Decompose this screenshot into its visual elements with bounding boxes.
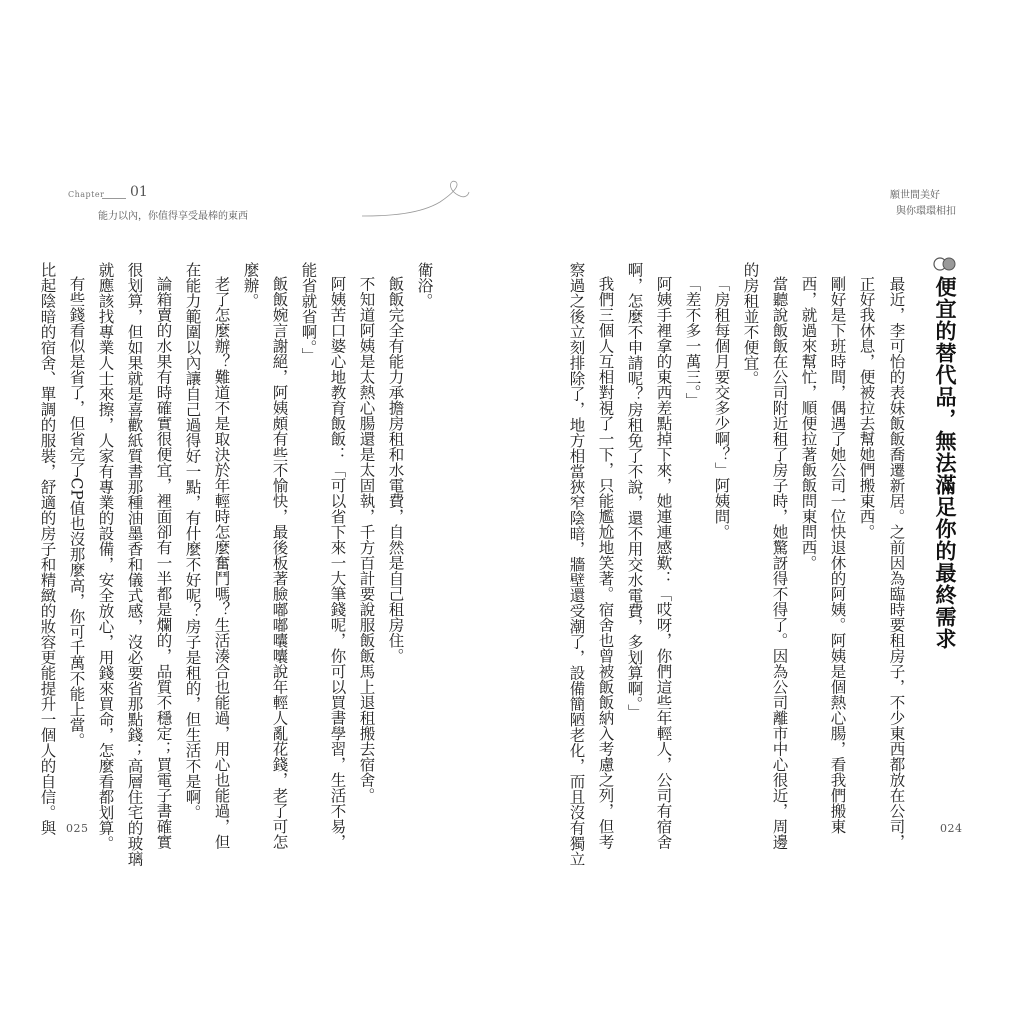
body-line-r1: 最近，李可怡的表妹飯飯喬遷新居。之前因為臨時要租房子，不少東西都放在公司， [887, 276, 906, 850]
chapter-number: 01 [130, 184, 148, 200]
body-line-l9: 在能力範圍以內讓自己過得好一點，有什麼不好呢？房子是租的，但生活不是啊。 [183, 262, 202, 820]
body-line-r12: 察過之後立刻排除了，地方相當狹窄陰暗，牆壁還受潮了，設備簡陋老化，而且沒有獨立 [567, 262, 586, 867]
body-line-l1: 衛浴。 [415, 262, 434, 309]
section-title: 便宜的替代品，無法滿足你的最終需求 [933, 276, 957, 650]
body-line-l12: 就應該找專業人士來擦，人家有專業的設備，安全放心，用錢來買命，怎麼看都划算。 [96, 262, 115, 851]
chapter-rule [102, 198, 126, 199]
body-line-l10: 論箱賣的水果有時確實很便宜，裡面卻有一半都是爛的，品質不穩定；買電子書確實 [154, 276, 173, 850]
body-line-l13: 有些錢看似是省了，但省完了CP值也沒那麼高，你可千萬不能上當。 [67, 276, 86, 748]
body-line-r6: 的房租並不便宜。 [741, 262, 760, 386]
page-number-right: 024 [940, 822, 963, 835]
body-line-l11: 很划算，但如果就是喜歡紙質書那種油墨香和儀式感，沒必要省那點錢；高層住宅的玻璃 [125, 262, 144, 867]
body-line-r8: 「差不多一萬三。」 [683, 276, 702, 408]
body-line-r7: 「房租每個月要交多少啊？」阿姨問。 [712, 276, 731, 540]
body-line-r4: 西，就過來幫忙，順便拉著飯飯問東問西。 [799, 276, 818, 571]
body-line-l3: 不知道阿姨是太熱心腸還是太固執，千方百計要說服飯飯馬上退租搬去宿舍。 [357, 276, 376, 803]
body-line-l4: 阿姨苦口婆心地教育飯飯：「可以省下來一大筆錢呢，你可以買書學習，生活不易， [328, 276, 347, 850]
body-line-r2: 正好我休息，便被拉去幫她們搬東西。 [857, 276, 876, 540]
body-line-l14: 比起陰暗的宿舍、單調的服裝，舒適的房子和精緻的妝容更能提升一個人的自信。與 [38, 262, 57, 836]
running-head-line1: 願世間美好 [890, 190, 940, 201]
running-head-line2: 與你環環相扣 [896, 206, 956, 217]
title-circles-icon [932, 257, 958, 271]
body-line-r11: 我們三個人互相對視了一下，只能尷尬地笑著。宿舍也曾被飯飯納入考慮之列，但考 [596, 276, 615, 850]
body-line-r3: 剛好是下班時間，偶遇了她公司一位快退休的阿姨。阿姨是個熱心腸，看我們搬東 [828, 276, 847, 834]
body-line-r5: 當聽說飯飯在公司附近租了房子時，她驚訝得不得了。因為公司離市中心很近，周邊 [770, 276, 789, 850]
body-line-l7: 麼辦。 [241, 262, 260, 309]
body-line-l2: 飯飯完全有能力承擔房租和水電費，自然是自己租房住。 [386, 276, 405, 664]
body-line-r10: 啊，怎麼不申請呢？房租免了不說，還不用交水電費，多划算啊。」 [625, 262, 644, 720]
body-line-r9: 阿姨手裡拿的東西差點掉下來，她連連感歎：「哎呀，你們這些年輕人，公司有宿舍 [654, 276, 673, 850]
body-line-l6: 飯飯婉言謝絕，阿姨頗有些不愉快，最後板著臉嘟嘟囔囔說年輕人亂花錢，老了可怎 [270, 276, 289, 850]
body-line-l8: 老了怎麼辦？難道不是取決於年輕時怎麼奮鬥嗎？生活湊合也能過，用心也能過，但 [212, 276, 231, 850]
header-swoosh-ornament [360, 178, 470, 224]
chapter-subtitle: 能力以內，你值得享受最棒的東西 [98, 211, 248, 222]
body-line-l5: 能省就省啊。」 [299, 262, 318, 363]
page-number-left: 025 [66, 822, 89, 835]
chapter-label: Chapter [68, 190, 105, 199]
